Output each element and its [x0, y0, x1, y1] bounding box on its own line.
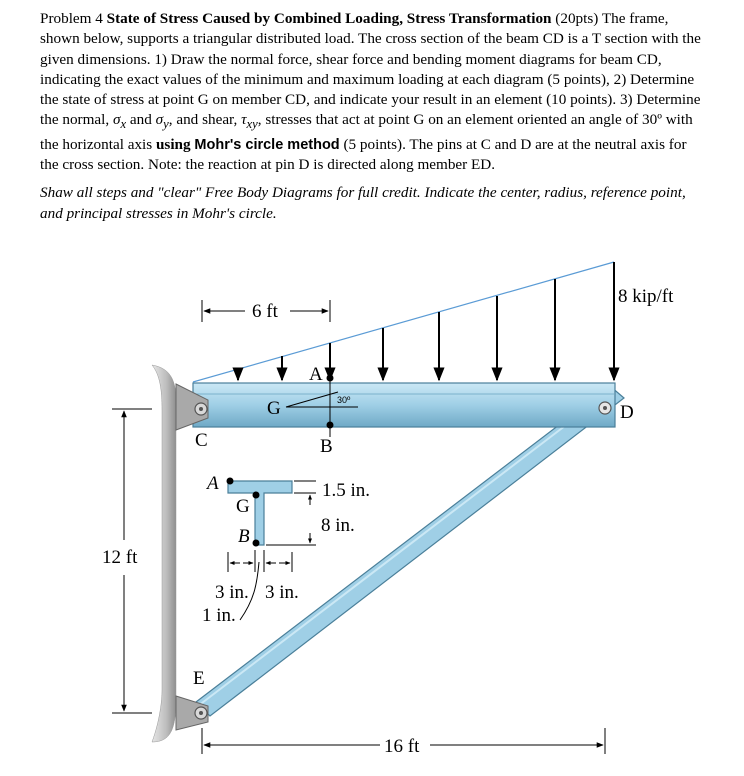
flange-thickness: 1.5 in.: [322, 480, 371, 501]
label-G: G: [267, 398, 281, 419]
label-C: C: [195, 430, 208, 451]
problem-tail: (5 points). The pins at C and D are at the neutral axis for the cross section. Note: the reaction at pin D is directed along member ED.: [40, 135, 687, 174]
method-name: Mohr's circle method: [194, 136, 340, 153]
dimension-16ft: [202, 728, 605, 757]
beam-CD: [193, 383, 615, 427]
pin-D: [599, 402, 611, 414]
span-6ft: 6 ft: [252, 301, 278, 322]
dimension-12ft: [102, 409, 152, 713]
label-B: B: [320, 436, 333, 457]
section-depth: 8 in.: [321, 515, 355, 536]
web-width: 1 in.: [202, 605, 236, 626]
and-word: and: [129, 111, 152, 129]
wall: [152, 365, 176, 742]
problem-intro: The frame, shown below, supports a triangular distributed load. The cross section of the beam CD is a T section with the given dimensions. 1) Draw the normal force, shear force and bending moment diagrams for beam CD, indicating the exact values of the minimum and maximum loading at each diagram (5 points), 2) Determine the state of stress at point G on member CD, and indicate your result in an element (10 points). 3) Determine the normal,: [40, 10, 701, 129]
dimension-6ft: [202, 300, 330, 322]
label-D: D: [620, 402, 634, 423]
section-label-B: B: [238, 526, 250, 547]
load-label: 8 kip/ft: [618, 286, 674, 307]
note-bold: Shaw all steps and "clear" Free Body Diagrams for full credit.: [40, 184, 421, 202]
distributed-load: [193, 262, 674, 382]
problem-number: Problem 4: [40, 10, 103, 27]
span-16ft: 16 ft: [384, 736, 420, 757]
section-label-A: A: [207, 473, 219, 494]
note-rest: Indicate the center, radius, reference point, and principal stresses in Mohr's circle.: [40, 184, 686, 222]
problem-title: State of Stress Caused by Combined Loading, Stress Transformation: [106, 10, 552, 27]
height-12ft: 12 ft: [102, 547, 138, 568]
angle-label: 30º: [337, 395, 351, 405]
section-label-G: G: [236, 496, 250, 517]
label-E: E: [193, 668, 205, 689]
half-width-right: 3 in.: [265, 582, 299, 603]
problem-points: (20pts): [555, 10, 599, 27]
half-width-left: 3 in.: [215, 582, 249, 603]
using-word: using: [155, 135, 191, 153]
sigma-y: $\sigma_y$: [155, 111, 169, 132]
label-A: A: [309, 364, 323, 385]
member-ED: [196, 386, 624, 716]
tau-xy: $\tau_{xy}$: [241, 111, 258, 132]
comma-and: , and shear,: [168, 111, 238, 129]
stress-text: , stresses that act at point G on an element oriented an angle of 30º with the horizontal axis: [40, 111, 693, 153]
sigma-x: $\sigma_x$: [112, 111, 127, 132]
